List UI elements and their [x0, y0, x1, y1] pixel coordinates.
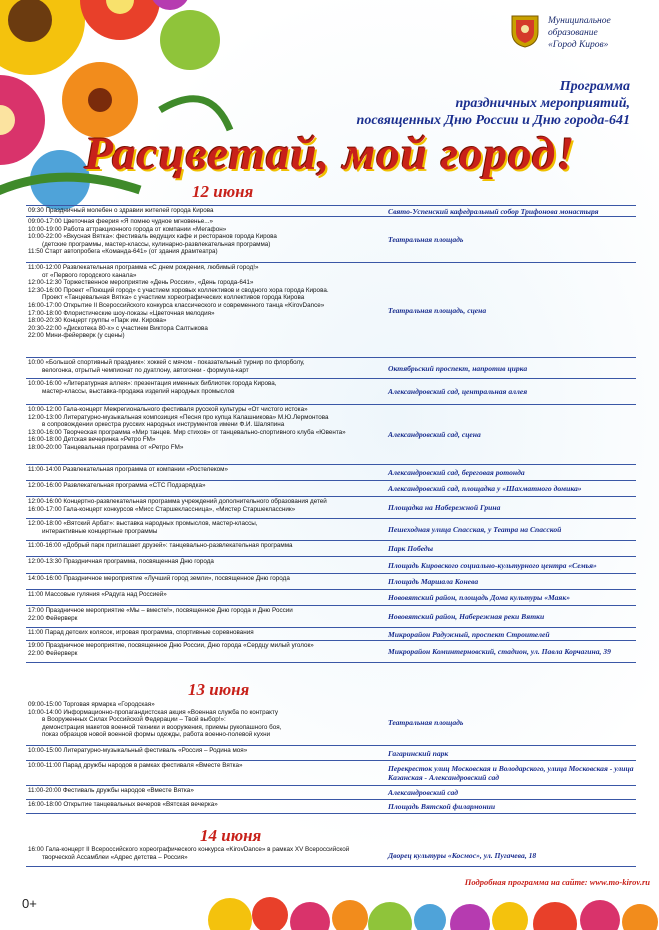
- event-place: Александровский сад, центральная аллея: [388, 387, 528, 396]
- municipality-name: [548, 15, 658, 51]
- event-place: Перекресток улиц Московская и Володарского, улица Московская - улица Казанская - Александровский сад: [388, 764, 634, 782]
- schedule-row: [26, 541, 636, 557]
- event-place: Микрорайон Радужный, проспект Строителей: [388, 629, 550, 639]
- event-place: Дворец культуры «Космос», ул. Пугачева, 18: [388, 851, 537, 860]
- schedule-row: [26, 217, 636, 263]
- coat-of-arms-icon: [510, 12, 540, 48]
- event-description: 12:00-18:00 «Вятский Арбат»: выставка народных промыслов, мастер-классы, интерактивные концертные программы: [28, 520, 258, 535]
- event-description: 09:00-17:00 Цветочная феерия «Я помню чудное мгновенье...» 10:00-19:00 Работа аттракционного города от компании «Мегафон» 10:00-22:00 «Вкусная Вятка»: фестиваль ведущих кафе и ресторанов города Кирова (детские программы, мастер-классы, кулинарно-развлекательная программа) 11:50 Старт автопробега «Команда-641» (от здания драмтеатра): [28, 218, 277, 256]
- event-description: 16:00-18:00 Открытие танцевальных вечеров «Вятская вечерка»: [28, 801, 218, 808]
- schedule-day-2: [26, 700, 636, 814]
- event-place: Площадка на Набережной Грина: [388, 503, 501, 512]
- event-place: Нововятский район, площадь Дома культуры «Маяк»: [388, 593, 570, 602]
- age-rating: 0+: [22, 896, 37, 911]
- website-note: Подробная программа на сайте: www.mo-kirov.ru: [464, 877, 650, 887]
- event-description: 09:00-15:00 Торговая ярмарка «Городская» 10:00-14:00 Информационно-пропагандистская акция «Военная служба по контракту в Вооруженных Силах Российской Федерации – Твой выбор!»: демонстрация макетов военной техники и вооружения, приемы рукопашного боя, показ образцов новой военной формы одежды, работа военно-полевой кухни: [28, 701, 282, 739]
- schedule-day-1: [26, 205, 636, 663]
- event-description: 10:00-15:00 Литературно-музыкальный фестиваль «Россия – Родина моя»: [28, 747, 248, 754]
- schedule-row: [26, 641, 636, 663]
- event-place: Площадь Кировского социально-культурного центра «Семья»: [388, 560, 597, 570]
- event-description: 11:00-14:00 Развлекательная программа от компании «Ростелеком»: [28, 466, 229, 473]
- event-description: 10:00-11:00 Парад дружбы народов в рамках фестиваля «Вместе Вятка»: [28, 762, 243, 769]
- schedule-row: [26, 800, 636, 814]
- event-place: Александровский сад, береговая ротонда: [388, 468, 525, 477]
- event-place: Парк Победы: [388, 544, 433, 553]
- slogan: Расцветай, мой город!: [84, 128, 576, 180]
- schedule-row: [26, 590, 636, 606]
- schedule-row: [26, 379, 636, 405]
- schedule-row: [26, 405, 636, 465]
- schedule-row: [26, 761, 636, 786]
- event-place: Александровский сад, площадка у «Шахматного домика»: [388, 484, 582, 493]
- event-place: Площадь Вятской филармонии: [388, 802, 496, 811]
- event-description: 10:00-12:00 Гала-концерт Межрегионального фестиваля русской культуры «От чистого истока» 12:00-13:00 Литературно-музыкальная композиция «Песня про купца Калашникова» М.Ю.Лермонтова в сопровождении оркестра русских народных инструментов имени Ф.И. Шаляпина 13:00-16:00 Творческая программа «Мир танцев. Мир стихов» от танцевально-спортивного клуба «Ювента» 16:00-18:00 Детская вечеринка «Ретро FM» 18:00-20:00 Танцевальная программа от «Ретро FM»: [28, 406, 346, 451]
- day-heading: 13 июня: [188, 680, 250, 699]
- event-place: Микрорайон Коминтерновский, стадион, ул. Павла Корчагина, 39: [388, 647, 611, 656]
- schedule-row: [26, 700, 636, 746]
- event-description: 16:00 Гала-концерт II Всероссийского хореографического конкурса «KirovDance» в рамках XV Всероссийской творческой Ассамблеи «Адрес детства – Россия»: [28, 846, 350, 861]
- program-title-line: посвященных Дню России и Дню города-641: [356, 113, 630, 128]
- schedule-row: [26, 557, 636, 574]
- event-place: Театральная площадь: [388, 718, 464, 727]
- event-place: Нововятский район, Набережная реки Вятки: [388, 612, 545, 621]
- event-description: 12:00-13:30 Праздничная программа, посвященная Дню города: [28, 558, 214, 565]
- schedule-row: [26, 497, 636, 519]
- event-description: 10:00 «Большой спортивный праздник»: хоккей с мячом - показательный турнир по флорболу, велогонка, отрытый чемпионат по дуатлону, автогонки - формула-карт: [28, 359, 305, 374]
- program-title: [300, 78, 630, 129]
- day-heading: 12 июня: [192, 182, 254, 201]
- municipality-line: «Город Киров»: [548, 40, 609, 50]
- schedule-row: [26, 358, 636, 379]
- event-description: 09:30 Праздничный молебен о здравии жителей города Кирова: [28, 207, 214, 214]
- schedule-row: [26, 465, 636, 481]
- event-place: Александровский сад, сцена: [388, 430, 481, 439]
- event-place: Площадь Маршала Конева: [388, 577, 479, 586]
- event-description: 11:00 Массовые гуляния «Радуга над Россией»: [28, 591, 167, 598]
- event-place: Театральная площадь: [388, 235, 464, 244]
- municipality-line: Муниципальное: [548, 16, 611, 26]
- program-title-line: Программа: [559, 79, 630, 94]
- event-place: Свято-Успенский кафедральный собор Трифонова монастыря: [388, 206, 599, 216]
- event-description: 11:00 Парад детских колясок, игровая программа, спортивные соревнования: [28, 629, 254, 636]
- event-description: 11:00-16:00 «Добрый парк приглашает друзей»: танцевально-развлекательная программа: [28, 542, 293, 549]
- event-description: 19:00 Праздничное мероприятие, посвященное Дню России, Дню города «Сердцу милый уголок» 22:00 Фейерверк: [28, 642, 314, 657]
- schedule-row: [26, 519, 636, 541]
- schedule-row: [26, 628, 636, 641]
- event-place: Александровский сад: [388, 788, 459, 797]
- event-description: 11:00-12:00 Развлекательная программа «С днем рождения, любимый город!» от «Первого городского канала» 12:00-12:30 Торжественное мероприятие «День России», «День города-641» 12:30-16:00 Проект «Поющий город» с участием хоровых коллективов и сводного хора города Кирова. Проект «Танцевальная Вятка» с участием хореографических коллективов города Кирова 16:00-17:00 Открытие II Всероссийского конкурса классического и современного танца «KirovDance» 17:00-18:00 Флористические шоу-показы «Цветочная мелодия» 18:00-20:30 Концерт группы «Парк им. Кирова» 20:30-22:00 «Дискотека 80-х» с участием Виктора Салтыкова 22:00 Мини-фейерверк (у сцены): [28, 264, 329, 340]
- schedule-row: [26, 574, 636, 590]
- event-description: 12:00-16:00 Развлекательная программа «СТС Подзарядка»: [28, 482, 206, 489]
- municipality-line: образование: [548, 28, 598, 38]
- schedule-row: [26, 786, 636, 800]
- event-description: 10:00-16:00 «Литературная аллея»: презентация именных библиотек города Кирова, мастер-классы, выставка-продажа изделий народных промыслов: [28, 380, 277, 395]
- event-description: 17:00 Праздничное мероприятие «Мы – вместе!», посвященное Дню города и Дню России 22:00 Фейерверк: [28, 607, 293, 622]
- day-heading: 14 июня: [200, 826, 262, 845]
- event-description: 11:00-20:00 Фестиваль дружбы народов «Вместе Вятка»: [28, 787, 194, 794]
- event-place: Пешеходная улица Спасская, у Театра на Спасской: [388, 525, 562, 534]
- program-title-line: праздничных мероприятий,: [455, 96, 630, 111]
- event-description: 12:00-16:00 Концертно-развлекательная программа учреждений дополнительного образования детей 16:00-17:00 Гала-концерт конкурсов «Мисс Старшеклассница», «Мистер Старшеклассник»: [28, 498, 327, 513]
- event-place: Гагаринский парк: [388, 748, 449, 758]
- event-place: Театральная площадь, сцена: [388, 305, 487, 315]
- schedule-row: [26, 263, 636, 358]
- schedule-row: [26, 206, 636, 217]
- schedule-row: [26, 481, 636, 497]
- schedule-row: [26, 746, 636, 761]
- flowers-decoration: [0, 0, 260, 240]
- event-place: Октябрьский проспект, напротив цирка: [388, 363, 528, 373]
- schedule-row: [26, 606, 636, 628]
- event-description: 14:00-16:00 Праздничное мероприятие «Лучший город земли», посвященное Дню города: [28, 575, 290, 582]
